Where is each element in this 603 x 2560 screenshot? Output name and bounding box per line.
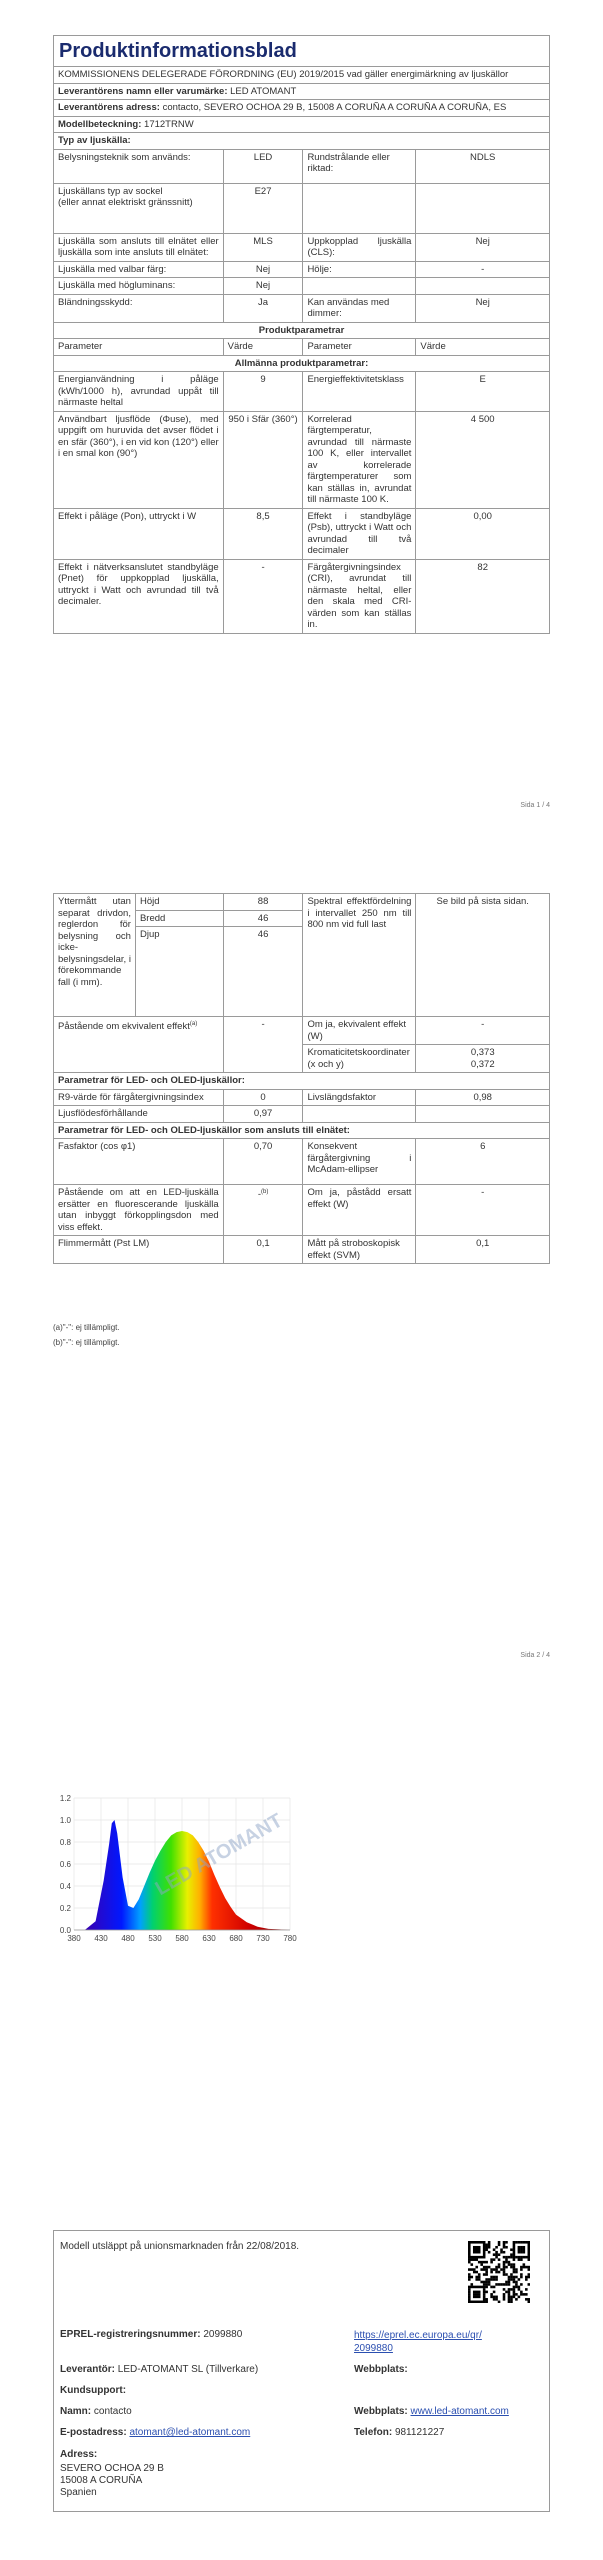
pf-value: 0,70 <box>223 1139 303 1185</box>
pf-label: Fasfaktor (cos φ1) <box>54 1139 224 1185</box>
replacement-value: -$^{(b)}$ <box>223 1185 303 1236</box>
type-row-value: Nej <box>223 261 303 278</box>
life-value: 0,98 <box>416 1089 550 1106</box>
address-block: SEVERO OCHOA 29 B 15008 A CORUÑA Spanien <box>60 2463 164 2498</box>
param-label: Effekt i standbyläge (Psb), uttryckt i Watt och avrundad till två decimaler <box>303 508 416 559</box>
eprel-number: 2099880 <box>203 2329 243 2340</box>
regulation-text: KOMMISSIONENS DELEGERADE FÖRORDNING (EU) 2019/2015 vad gäller energimärkning av ljuskällor <box>54 67 550 84</box>
param-value: E <box>416 372 550 412</box>
y-tick-label: 0.0 <box>59 1926 71 1935</box>
x-tick-label: 530 <box>148 1934 162 1943</box>
eprel-link[interactable]: https://eprel.ec.europa.eu/qr/2099880 <box>354 2330 482 2354</box>
address-row: Leverantörens adress: contacto, SEVERO OCHOA 29 B, 15008 A CORUÑA A CORUÑA A CORUÑA, ES <box>54 100 550 117</box>
address-value: contacto, SEVERO OCHOA 29 B, 15008 A CORUÑA A CORUÑA A CORUÑA, ES <box>162 102 507 113</box>
type-row-label: Rundstrålande eller riktad: <box>303 149 416 183</box>
type-row-value: Nej <box>416 233 550 261</box>
flicker-label: Flimmermått (Pst LM) <box>54 1236 224 1264</box>
datasheet-page-2 <box>53 893 550 1264</box>
qr-code <box>468 2241 530 2303</box>
replacement-label: Påstående om att en LED-ljuskälla ersätter en fluorescerande ljuskälla utan inbyggt förkopplingsdon med viss effekt. <box>54 1185 224 1236</box>
contact-site-row: Webbplats: www.led-atomant.com <box>354 2406 509 2417</box>
replacement-r-value: - <box>416 1185 550 1236</box>
x-tick-label: 680 <box>229 1934 243 1943</box>
x-tick-label: 580 <box>175 1934 189 1943</box>
dim-value: 46 <box>223 927 303 1017</box>
type-heading: Typ av ljuskälla: <box>54 133 550 150</box>
spectrum-chart <box>52 1790 302 1950</box>
type-row-value: LED <box>223 149 303 183</box>
chroma-label: Kromaticitetskoordinater (x och y) <box>303 1045 416 1073</box>
type-row-label: Kan användas med dimmer: <box>303 294 416 322</box>
r9-value: 0 <box>223 1089 303 1106</box>
col-header-value: Värde <box>223 339 303 356</box>
param-label: Färgåtergivningsindex (CRI), avrundat till närmaste heltal, eller den skala med CRI-värden som kan ställas in. <box>303 559 416 633</box>
mains-params-heading: Parametrar för LED- och OLED-ljuskällor som ansluts till elnätet: <box>54 1122 550 1139</box>
param-label: Användbart ljusflöde (Φuse), med uppgift om huruvida det avser flödet i en sfär (360°), i en vid kon (120°) eller i en smal kon (90°) <box>54 411 224 508</box>
maint-value: 0,97 <box>223 1106 303 1123</box>
x-tick-label: 730 <box>256 1934 270 1943</box>
supplier-row: Leverantör: LED-ATOMANT SL (Tillverkare) <box>60 2364 259 2375</box>
type-row-value: E27 <box>223 183 303 233</box>
type-row-value <box>416 183 550 233</box>
param-value: 4 500 <box>416 411 550 508</box>
param-label: Energianvändning i påläge (kWh/1000 h), avrundad uppåt till närmaste heltal <box>54 372 224 412</box>
maint-label: Ljusflödesförhållande <box>54 1106 224 1123</box>
type-row-label: Ljuskälla som ansluts till elnätet eller ljuskälla som inte ansluts till elnätet: <box>54 233 224 261</box>
website-link[interactable]: www.led-atomant.com <box>410 2406 509 2417</box>
spectrum-svg <box>52 1790 302 1950</box>
page-number: Sida 1 / 4 <box>520 802 550 809</box>
qr-code-image <box>468 2241 530 2303</box>
type-row-label: Hölje: <box>303 261 416 278</box>
support-label: Kundsupport: <box>60 2385 127 2396</box>
y-tick-label: 0.6 <box>59 1860 71 1869</box>
dim-name: Djup <box>135 927 223 1017</box>
contact-name-row: Namn: contacto <box>60 2406 132 2417</box>
market-date-text: Modell utsläppt på unionsmarknaden från 22/08/2018. <box>60 2241 300 2252</box>
email-link[interactable]: atomant@led-atomant.com <box>129 2427 251 2438</box>
y-tick-label: 1.0 <box>59 1816 71 1825</box>
type-row-label <box>303 183 416 233</box>
page-number: Sida 2 / 4 <box>520 1652 550 1659</box>
model-row: Modellbeteckning: 1712TRNW <box>54 116 550 133</box>
led-params-heading: Parametrar för LED- och OLED-ljuskällor: <box>54 1073 550 1090</box>
type-row-label: Uppkopplad ljuskälla (CLS): <box>303 233 416 261</box>
datasheet-page-1 <box>53 35 550 634</box>
x-tick-label: 780 <box>283 1934 297 1943</box>
type-row-value: Nej <box>223 278 303 295</box>
type-row-label: Bländningsskydd: <box>54 294 224 322</box>
param-value: - <box>223 559 303 633</box>
col-header-value: Värde <box>416 339 550 356</box>
y-tick-label: 1.2 <box>59 1794 71 1803</box>
col-header-param: Parameter <box>303 339 416 356</box>
dim-value: 46 <box>223 910 303 927</box>
replacement-r-label: Om ja, påstådd ersatt effekt (W) <box>303 1185 416 1236</box>
equiv-r-label: Om ja, ekvivalent effekt (W) <box>303 1017 416 1045</box>
type-row-label: Ljuskällans typ av sockel (eller annat elektriskt gränssnitt) <box>54 183 224 233</box>
life-label: Livslängdsfaktor <box>303 1089 416 1106</box>
chroma-values: 0,373 0,372 <box>416 1045 550 1073</box>
page-title: Produktinformationsblad <box>54 36 550 67</box>
equiv-label: Påstående om ekvivalent effekt$^{(a)}$ <box>54 1017 224 1073</box>
supplier-value: LED ATOMANT <box>230 85 297 97</box>
address-label: Adress: <box>60 2449 98 2460</box>
x-tick-label: 480 <box>121 1934 135 1943</box>
email-row: E-postadress: atomant@led-atomant.com <box>60 2427 251 2438</box>
watermark-logo: LED ATOMANT <box>151 1809 287 1901</box>
param-value: 950 i Sfär (360°) <box>223 411 303 508</box>
y-tick-label: 0.8 <box>59 1838 71 1847</box>
param-value: 8,5 <box>223 508 303 559</box>
dim-value: 88 <box>223 894 303 911</box>
supplier-name: LED-ATOMANT SL (Tillverkare) <box>117 2364 259 2375</box>
param-value: 9 <box>223 372 303 412</box>
type-row-label: Belysningsteknik som används: <box>54 149 224 183</box>
type-row-value: Ja <box>223 294 303 322</box>
model-value: 1712TRNW <box>144 118 194 130</box>
equiv-r-value: - <box>416 1017 550 1045</box>
param-label: Effekt i påläge (Pon), uttryckt i W <box>54 508 224 559</box>
col-header-param: Parameter <box>54 339 224 356</box>
dimensions-label: Yttermått utan separat drivdon, reglerdon för belysning och icke-belysningsdelar, i förekommande fall (i mm). <box>54 894 136 1017</box>
type-row-label <box>303 278 416 295</box>
dim-name: Bredd <box>135 910 223 927</box>
type-row-value: Nej <box>416 294 550 322</box>
params-heading: Produktparametrar <box>54 322 550 339</box>
y-tick-label: 0.2 <box>59 1904 71 1913</box>
flicker-value: 0,1 <box>223 1236 303 1264</box>
phone-row: Telefon: 981121227 <box>354 2427 445 2438</box>
phone-value: 981121227 <box>394 2427 445 2438</box>
param-label: Effekt i nätverksanslutet standbyläge (Pnet) för uppkopplad ljuskälla, uttryckt i Watt och avrundad till två decimaler. <box>54 559 224 633</box>
x-tick-label: 430 <box>94 1934 108 1943</box>
eprel-box <box>53 2230 550 2512</box>
eprel-row: EPREL-registreringsnummer: 2099880 <box>60 2329 243 2340</box>
general-params-heading: Allmänna produktparametrar: <box>54 355 550 372</box>
type-row-value: NDLS <box>416 149 550 183</box>
type-row-value: - <box>416 261 550 278</box>
dim-name: Höjd <box>135 894 223 911</box>
stroboscopic-label: Mått på stroboskopisk effekt (SVM) <box>303 1236 416 1264</box>
equiv-value: - <box>223 1017 303 1073</box>
spectral-label: Spektral effektfördelning i intervallet 250 nm till 800 nm vid full last <box>303 894 416 1017</box>
x-tick-label: 630 <box>202 1934 216 1943</box>
consistency-label: Konsekvent färgåtergivning i McAdam-ellipser <box>303 1139 416 1185</box>
spectral-value: Se bild på sista sidan. <box>416 894 550 1017</box>
param-label: Energieffektivitetsklass <box>303 372 416 412</box>
param-value: 82 <box>416 559 550 633</box>
website-label: Webbplats: <box>354 2364 408 2375</box>
x-tick-label: 380 <box>67 1934 81 1943</box>
type-row-value <box>416 278 550 295</box>
supplier-row: Leverantörens namn eller varumärke: LED ATOMANT <box>54 83 550 100</box>
type-row-label: Ljuskälla med valbar färg: <box>54 261 224 278</box>
consistency-value: 6 <box>416 1139 550 1185</box>
type-row-label: Ljuskälla med högluminans: <box>54 278 224 295</box>
type-row-value: MLS <box>223 233 303 261</box>
footnote-a: (a)"-": ej tillämpligt. <box>53 1323 120 1332</box>
param-value: 0,00 <box>416 508 550 559</box>
r9-label: R9-värde för färgåtergivningsindex <box>54 1089 224 1106</box>
param-label: Korrelerad färgtemperatur, avrundad till närmaste 100 K, eller intervallet av korrelerade färgtemperaturer som kan ställas in, avrundat till närmaste 100 K. <box>303 411 416 508</box>
stroboscopic-value: 0,1 <box>416 1236 550 1264</box>
y-tick-label: 0.4 <box>59 1882 71 1891</box>
footnote-b: (b)"-": ej tillämpligt. <box>53 1338 120 1347</box>
